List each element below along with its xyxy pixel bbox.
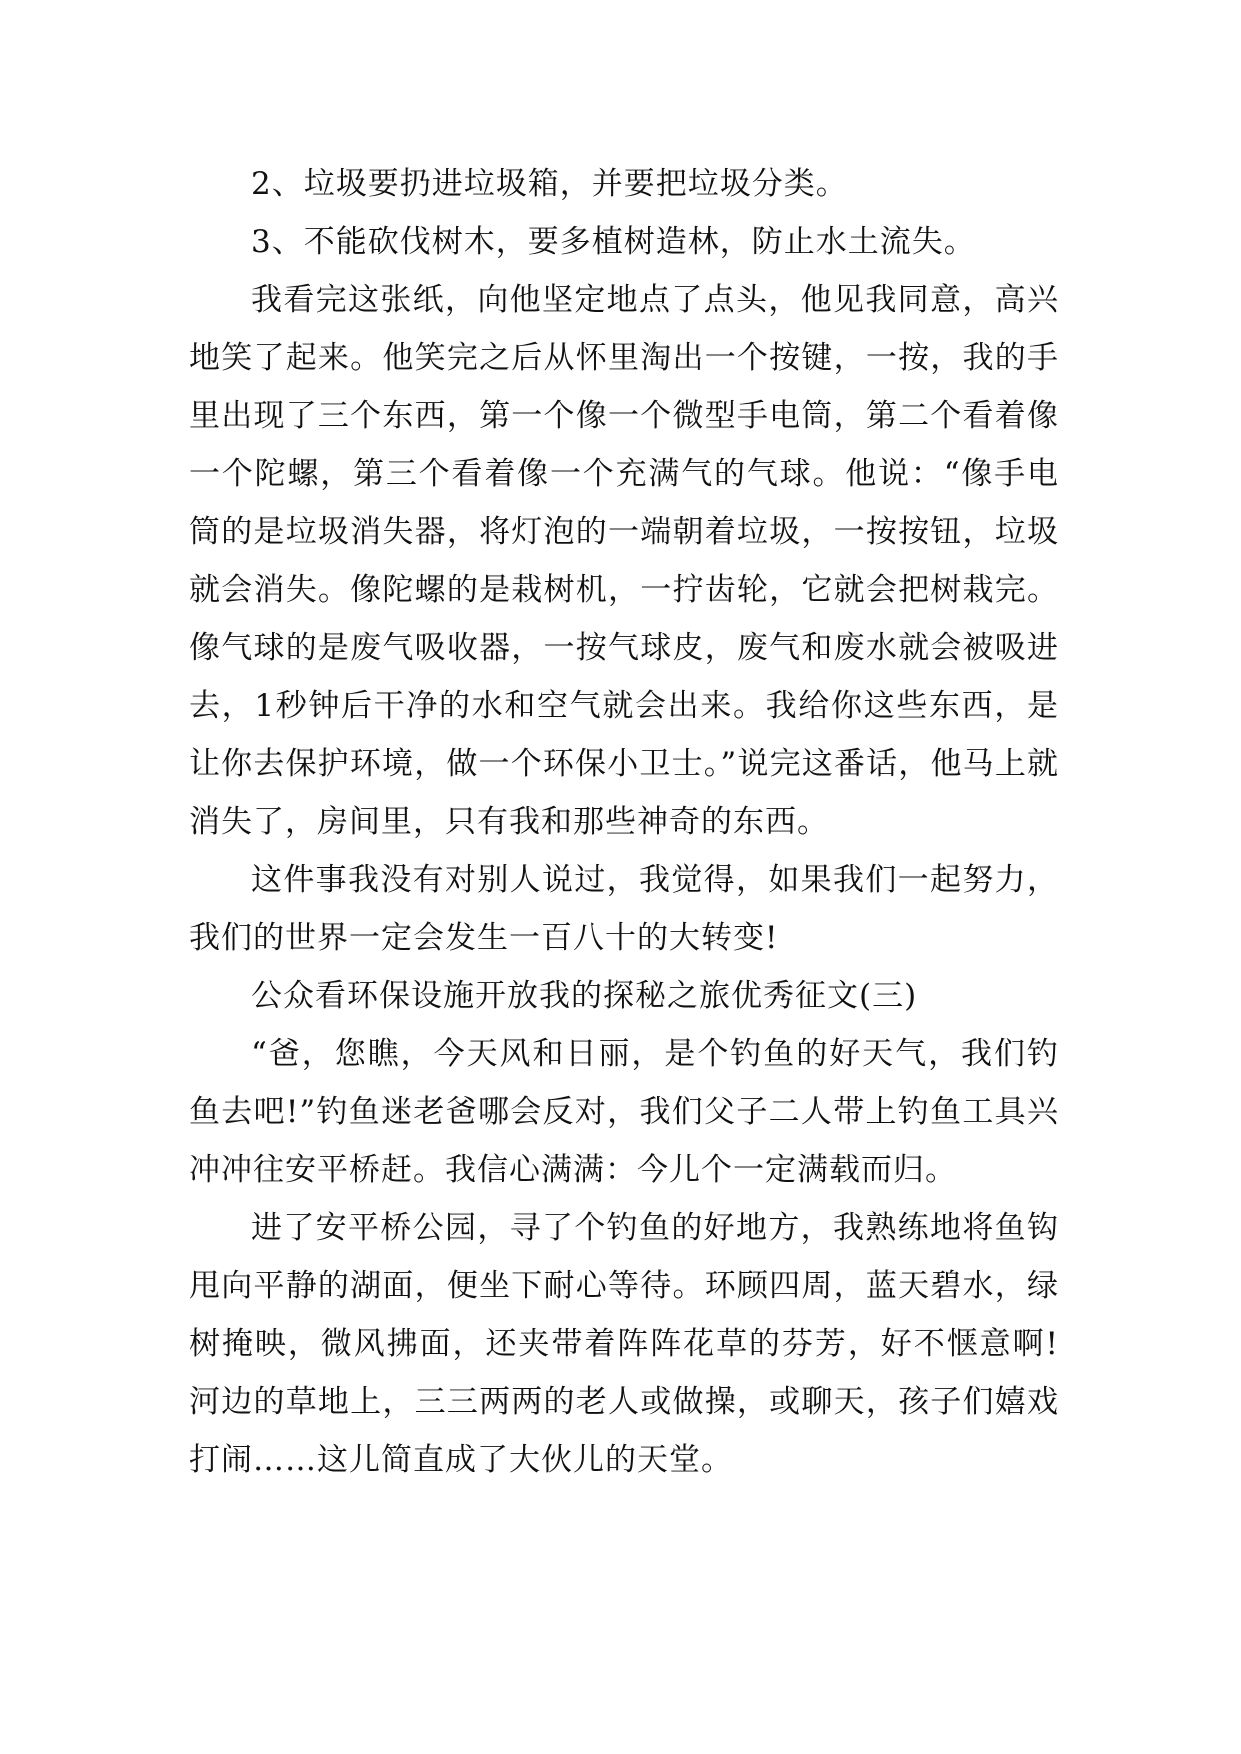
paragraph-rule-3: 3、不能砍伐树木，要多植树造林，防止水土流失。	[251, 224, 976, 260]
paragraph-rule-2: 2、垃圾要扔进垃圾箱，并要把垃圾分类。	[251, 166, 848, 202]
document-body	[189, 155, 1059, 1489]
paragraph-fishing-intro: “爸，您瞧，今天风和日丽，是个钓鱼的好天气，我们钓鱼去吧!”钓鱼迷老爸哪会反对，我们父子二人带上钓鱼工具兴冲冲往安平桥赶。我信心满满：今儿个一定满载而归。	[189, 1036, 1059, 1188]
paragraph-park: 进了安平桥公园，寻了个钓鱼的好地方，我熟练地将鱼钩甩向平静的湖面，便坐下耐心等待。环顾四周，蓝天碧水，绿树掩映，微风拂面，还夹带着阵阵花草的芬芳，好不惬意啊!河边的草地上，三三两两的老人或做操，或聊天，孩子们嬉戏打闹……这儿简直成了大伙儿的天堂。	[189, 1210, 1059, 1478]
essay-title: 公众看环保设施开放我的探秘之旅优秀征文(三)	[251, 978, 918, 1014]
paragraph-story: 我看完这张纸，向他坚定地点了点头，他见我同意，高兴地笑了起来。他笑完之后从怀里淘出一个按键，一按，我的手里出现了三个东西，第一个像一个微型手电筒，第二个看着像一个陀螺，第三个看着像一个充满气的气球。他说：“像手电筒的是垃圾消失器，将灯泡的一端朝着垃圾，一按按钮，垃圾就会消失。像陀螺的是栽树机，一拧齿轮，它就会把树栽完。像气球的是废气吸收器，一按气球皮，废气和废水就会被吸进去，1秒钟后干净的水和空气就会出来。我给你这些东西，是让你去保护环境，做一个环保小卫士。”说完这番话，他马上就消失了，房间里，只有我和那些神奇的东西。	[189, 282, 1059, 840]
paragraph-reflection: 这件事我没有对别人说过，我觉得，如果我们一起努力，我们的世界一定会发生一百八十的大转变!	[189, 862, 1059, 956]
